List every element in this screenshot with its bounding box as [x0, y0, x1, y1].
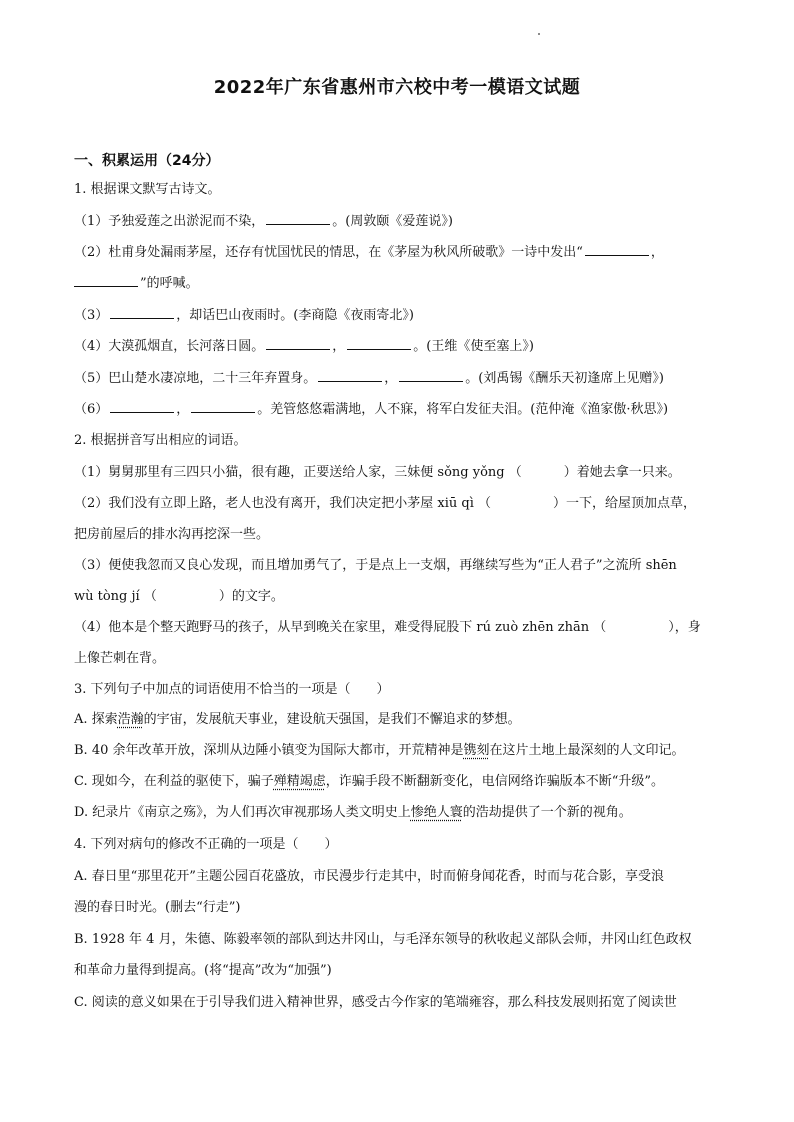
option-text: A. 探索 — [74, 712, 118, 727]
q1-1-source: 。(周敦颐《爱莲说》) — [332, 214, 453, 229]
option-text: B. 40 余年改革开放，深圳从边陲小镇变为国际大都市，开荒精神是 — [74, 743, 464, 758]
answer-blank[interactable] — [266, 337, 330, 350]
q1-4-comma: ， — [332, 339, 346, 354]
q2-3-pinyin: wù tòng jí （ — [74, 589, 157, 604]
question-2-item-2-cont: 把房前屋后的排水沟再挖深一些。 — [74, 527, 270, 542]
q1-4-text: （4）大漠孤烟直，长河落日圆。 — [74, 339, 265, 354]
q1-4-source: 。(王维《使至塞上》) — [413, 339, 534, 354]
question-2-item-4-cont: 上像芒刺在背。 — [74, 651, 166, 666]
question-3-option-b[interactable] — [74, 742, 685, 760]
answer-blank[interactable] — [74, 274, 138, 287]
q1-3-text: ，却话巴山夜雨时。(李商隐《夜雨寄北》) — [176, 308, 414, 323]
q1-6-num: （6） — [74, 402, 109, 417]
q2-2-tail: ）一下，给屋顶加点草， — [553, 496, 697, 511]
q1-5-comma: ， — [384, 371, 398, 386]
q1-2-tail: ”的呼喊。 — [140, 276, 199, 291]
q1-5-text: （5）巴山楚水凄凉地，二十三年弃置身。 — [74, 371, 317, 386]
section-heading: 一、积累运用（24分） — [74, 153, 220, 169]
answer-blank[interactable] — [266, 212, 330, 225]
question-2-item-4 — [74, 619, 701, 637]
question-1-item-6 — [74, 400, 668, 419]
answer-blank[interactable] — [347, 337, 411, 350]
answer-blank[interactable] — [399, 369, 463, 382]
answer-blank[interactable] — [110, 306, 174, 319]
q1-1-text: （1）予独爱莲之出淤泥而不染， — [74, 214, 265, 229]
dotted-word: 镌刻 — [463, 743, 490, 758]
option-text: 的浩劫提供了一个新的视角。 — [462, 805, 632, 820]
question-4-option-a-cont: 漫的春日时光。(删去“行走”) — [74, 900, 241, 915]
q1-6-comma: ， — [176, 402, 190, 417]
option-text: C. 现如今，在利益的驱使下，骗子 — [74, 774, 274, 789]
corner-dot — [538, 33, 540, 35]
question-4-option-b[interactable]: B. 1928 年 4 月，朱德、陈毅率领的部队到达井冈山，与毛泽东领导的秋收起义部队会师，井冈山红色政权 — [74, 932, 692, 947]
answer-blank[interactable] — [110, 400, 174, 413]
question-3-stem: 3. 下列句子中加点的词语使用不恰当的一项是（ ） — [74, 682, 390, 697]
page-title: 2022年广东省惠州市六校中考一模语文试题 — [213, 77, 581, 98]
question-3-option-a[interactable] — [74, 711, 521, 729]
q2-1-tail: ）着她去拿一只来。 — [563, 465, 681, 480]
question-1-item-3 — [74, 306, 414, 325]
q1-5-source: 。(刘禹锡《酬乐天初逢席上见赠》) — [465, 371, 664, 386]
q2-3-tail: ）的文字。 — [218, 589, 284, 604]
dotted-word: 浩瀚 — [117, 712, 144, 727]
q2-2-text: （2）我们没有立即上路，老人也没有离开，我们决定把小茅屋 xiū qì （ — [74, 496, 492, 511]
q1-2-comma: ， — [650, 245, 664, 260]
question-2-stem: 2. 根据拼音写出相应的词语。 — [74, 433, 247, 448]
question-4-stem: 4. 下列对病句的修改不正确的一项是（ ） — [74, 837, 338, 852]
q1-2-text: （2）杜甫身处漏雨茅屋，还存有忧国忧民的情思，在《茅屋为秋风所破歌》一诗中发出“ — [74, 245, 583, 260]
question-1-stem: 1. 根据课文默写古诗文。 — [74, 182, 221, 197]
question-4-option-b-cont: 和革命力量得到提高。(将“提高”改为“加强”) — [74, 963, 332, 978]
question-1-item-5 — [74, 369, 664, 388]
option-text: ，诈骗手段不断翻新变化，电信网络诈骗版本不断“升级”。 — [325, 774, 665, 789]
answer-blank[interactable] — [191, 400, 255, 413]
question-3-option-c[interactable] — [74, 773, 664, 791]
q1-6-text: 。羌管悠悠霜满地，人不寐，将军白发征夫泪。(范仲淹《渔家傲·秋思》) — [257, 402, 669, 417]
option-text: 的宇宙，发展航天事业，建设航天强国，是我们不懈追求的梦想。 — [143, 712, 521, 727]
question-2-item-1 — [74, 464, 681, 482]
option-text: D. 纪录片《南京之殇》，为人们再次审视那场人类文明史上 — [74, 805, 411, 820]
q1-3-num: （3） — [74, 308, 109, 323]
q2-1-text: （1）舅舅那里有三四只小猫，很有趣，正要送给人家，三妹便 sǒng yǒng （ — [74, 465, 522, 480]
question-4-option-c[interactable]: C. 阅读的意义如果在于引导我们进入精神世界，感受古今作家的笔端雍容，那么科技发展则拓宽了阅读世 — [74, 995, 677, 1010]
question-4-option-a[interactable]: A. 春日里“那里花开”主题公园百花盛放，市民漫步行走其中，时而俯身闻花香，时而与花合影，享受浪 — [74, 869, 664, 884]
question-1-item-2 — [74, 243, 664, 262]
question-3-option-d[interactable] — [74, 804, 632, 822]
option-text: 在这片土地上最深刻的人文印记。 — [489, 743, 685, 758]
question-1-item-1 — [74, 212, 453, 231]
q2-4-text: （4）他本是个整天跑野马的孩子，从早到晚关在家里，难受得屁股下 rú zuò zhēn zhān （ — [74, 620, 607, 635]
dotted-word: 惨绝人寰 — [410, 805, 463, 820]
question-1-item-2-cont — [74, 274, 199, 293]
answer-blank[interactable] — [585, 243, 649, 256]
dotted-word: 殚精竭虑 — [273, 774, 326, 789]
question-2-item-2 — [74, 495, 696, 513]
question-2-item-3: （3）便使我忽而又良心发现，而且增加勇气了，于是点上一支烟，再继续写些为“正人君子”之流所 shēn — [74, 558, 677, 573]
question-1-item-4 — [74, 337, 534, 356]
q2-4-tail: ），身 — [668, 620, 701, 635]
question-2-item-3-cont — [74, 588, 284, 606]
answer-blank[interactable] — [318, 369, 382, 382]
